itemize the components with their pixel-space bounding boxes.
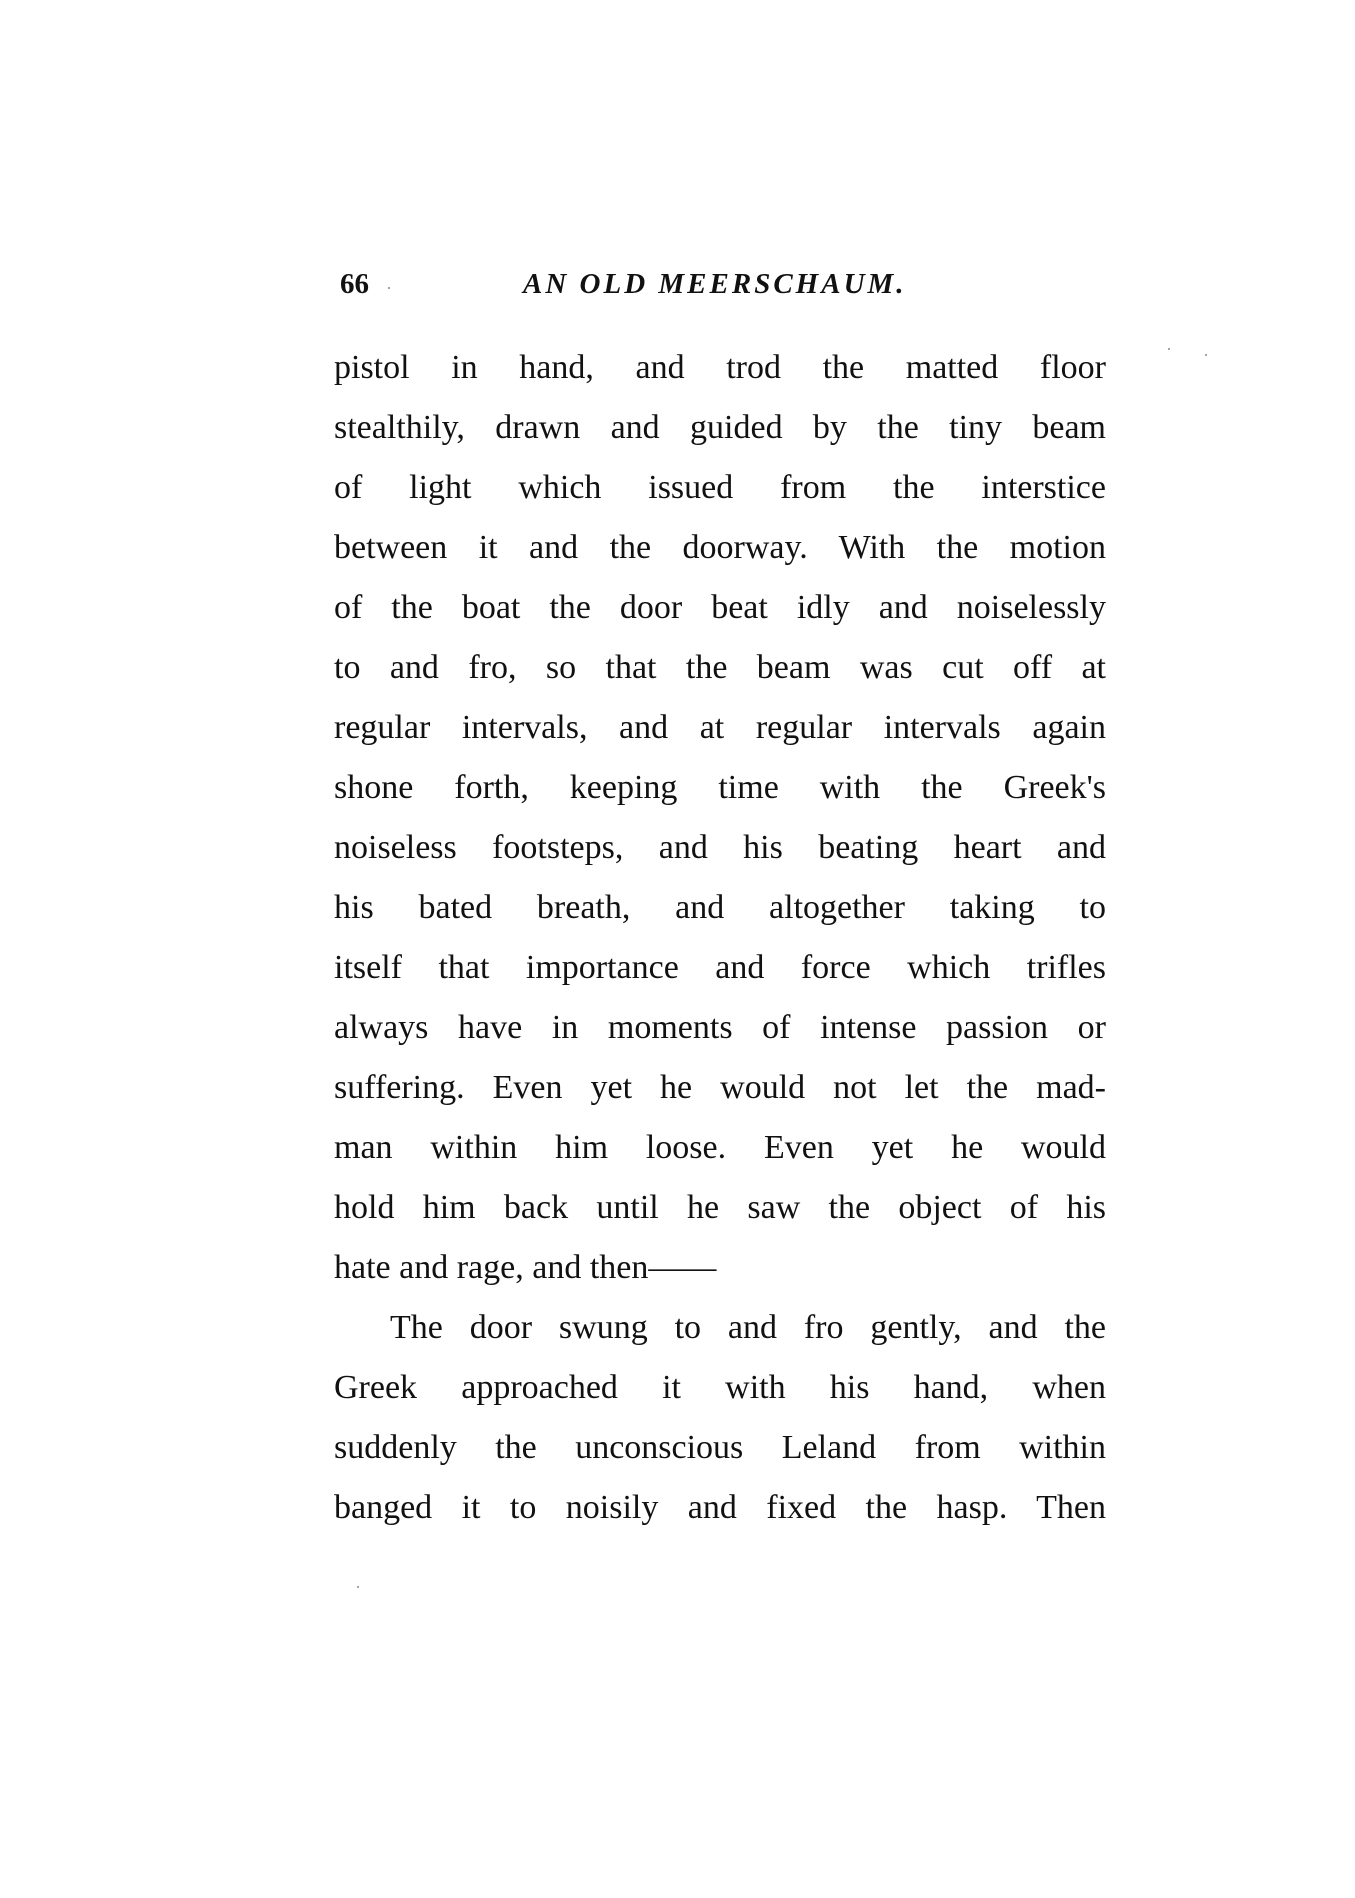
paragraph-1 — [334, 338, 1106, 1298]
running-head — [340, 268, 1110, 308]
text-line: Greek approached it with his hand, when — [334, 1369, 1106, 1406]
scan-speck — [1205, 354, 1207, 356]
text-line: to and fro, so that the beam was cut off at — [334, 649, 1106, 686]
text-line: of light which issued from the interstice — [334, 469, 1106, 506]
running-title: AN OLD MEERSCHAUM. — [523, 268, 907, 300]
text-line: noiseless footsteps, and his beating heart and — [334, 829, 1106, 866]
text-line: his bated breath, and altogether taking to — [334, 889, 1106, 926]
text-line: The door swung to and fro gently, and the — [390, 1309, 1106, 1346]
text-line: banged it to noisily and fixed the hasp. Then — [334, 1489, 1106, 1526]
text-line: suffering. Even yet he would not let the mad- — [334, 1069, 1106, 1106]
body-text — [334, 338, 1106, 1538]
text-line: hold him back until he saw the object of his — [334, 1189, 1106, 1226]
paragraph-2 — [334, 1298, 1106, 1538]
text-line: pistol in hand, and trod the matted floor — [334, 349, 1106, 386]
text-line: shone forth, keeping time with the Greek's — [334, 769, 1106, 806]
text-line: itself that importance and force which trifles — [334, 949, 1106, 986]
scan-speck — [388, 287, 390, 289]
text-line: man within him loose. Even yet he would — [334, 1129, 1106, 1166]
text-line: between it and the doorway. With the motion — [334, 529, 1106, 566]
scan-speck — [1168, 348, 1170, 350]
text-line: regular intervals, and at regular intervals again — [334, 709, 1106, 746]
scan-speck — [357, 1586, 359, 1588]
text-line: hate and rage, and then—— — [334, 1249, 717, 1286]
text-line: always have in moments of intense passion or — [334, 1009, 1106, 1046]
page-number: 66 — [340, 268, 369, 300]
text-line: stealthily, drawn and guided by the tiny beam — [334, 409, 1106, 446]
text-line: of the boat the door beat idly and noiselessly — [334, 589, 1106, 626]
text-line: suddenly the unconscious Leland from within — [334, 1429, 1106, 1466]
